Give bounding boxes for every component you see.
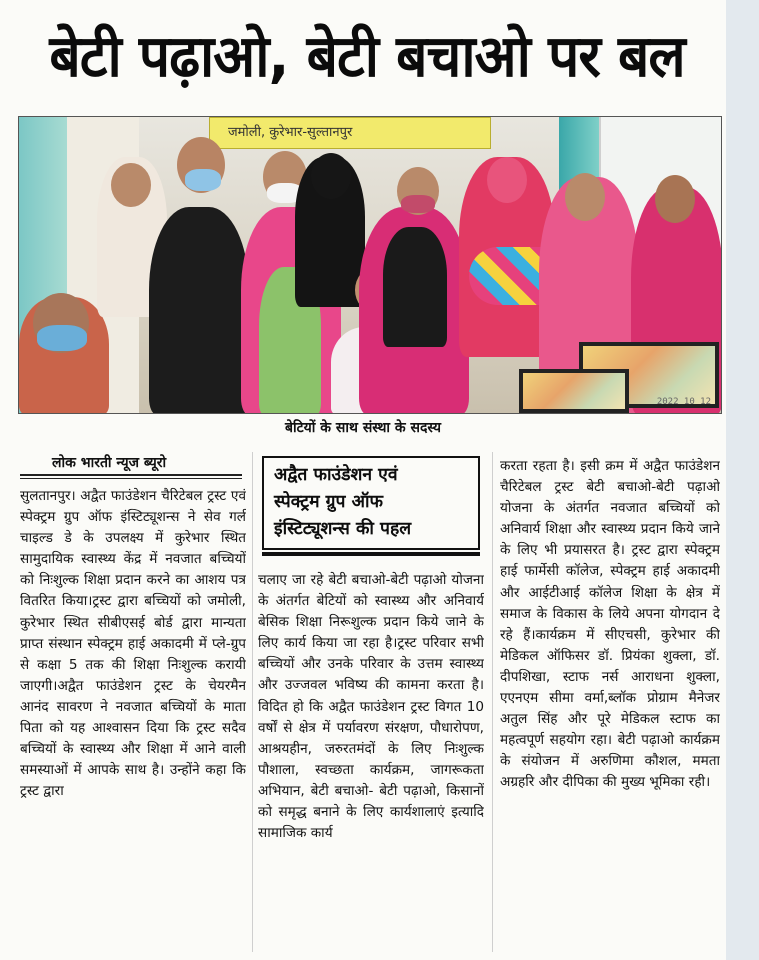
mask-shape	[401, 195, 435, 213]
article-column-3	[500, 456, 720, 951]
photo-frame-gift	[519, 369, 629, 413]
article-text: सुलतानपुर। अद्वैत फाउंडेशन चैरिटेबल ट्रस्ट एवं स्पेक्ट्रम ग्रुप ऑफ इंस्टिट्यूशन्स ने सेव गर्ल चाइल्ड डे के उपलक्ष्य में कुरेभार स्थित सामुदायिक स्वास्थ्य केंद्र में नवजात बच्चियों को निःशुल्क शिक्षा प्रदान करने का आशय पत्र वितरित किया।ट्रस्ट द्वारा बच्चियों को जमोली, कुरेभार स्थित सीबीएसई बोर्ड द्वारा मान्यता प्राप्त संस्थान स्पेक्ट्रम हाई अकादमी में प्ले-ग्रुप से कक्षा 5 तक की शिक्षा निःशुल्क करायी जाएगी।अद्वैत फाउंडेशन ट्रस्ट के चेयरमैन आनंद सावरण ने नवजात बच्चियों के माता पिता को यह आश्वासन दिया कि ट्रस्ट सदैव बच्चियों के स्वास्थ्य और शिक्षा में आने वाली समस्याओं में आपके साथ है। उन्होंने कहा कि ट्रस्ट द्वारा	[20, 488, 246, 800]
person-head	[111, 163, 151, 207]
photo-banner: जमोली, कुरेभार-सुल्तानपुर	[209, 117, 491, 149]
column-divider	[492, 452, 493, 952]
sidebar-heading-line: इंस्टिट्यूशन्स की पहल	[274, 519, 412, 539]
article-text: चलाए जा रहे बेटी बचाओ-बेटी पढ़ाओ योजना के अंतर्गत बेटियों को स्वास्थ्य और अनिवार्य बेसिक शिक्षा निरूशुल्क प्रदान किये जाने के लिए कार्य किया जा रहा है।ट्रस्ट परिवार सभी बच्चियों और उनके परिवार के उत्तम स्वास्थ्य और उज्जवल भविष्य की कामना करता है।विदित हो कि अद्वैत फाउंडेशन ट्रस्ट विगत 10 वर्षों से क्षेत्र में पर्यावरण संरक्षण, पौधारोपण, आश्रयहीन, जरुरतमंदों के लिए निःशुल्क पौशाला, स्वच्छता कार्यक्रम, जागरूकता अभियान, बेटी बचाओ- बेटी पढ़ाओ, किसानों को समृद्ध बनाने के लिए कार्यशालाएं इत्यादि सामाजिक कार्य	[258, 572, 484, 842]
byline-rule-thin	[20, 478, 242, 479]
mask-shape	[185, 169, 221, 191]
sidebar-heading-rule	[262, 552, 480, 556]
sidebar-heading-line: अद्वैत फाउंडेशन एवं	[274, 465, 398, 485]
article-column-2	[258, 570, 484, 951]
news-photo	[18, 116, 722, 414]
column-divider	[252, 452, 253, 952]
sidebar-heading-box	[262, 456, 480, 550]
person-head	[655, 175, 695, 223]
person-shape	[149, 207, 249, 414]
article-text: करता रहता है। इसी क्रम में अद्वैत फाउंडेशन चैरिटेबल ट्रस्ट बेटी बचाओ-बेटी पढ़ाओ योजना के अंतर्गत नवजात बच्चियों को अनिवार्य शिक्षा और स्वास्थ्य प्रदान किये जाने के लिए भी प्रयासरत है। ट्रस्ट द्वारा स्पेक्ट्रम हाई फार्मेसी कॉलेज, स्पेक्ट्रम हाई अकादमी और आईटीआई कॉलेज शिक्षा के क्षेत्र में समाज के विकास के लिये अपना योगदान दे रहे हैं।कार्यक्रम में सीएचसी, कुरेभार की मेडिकल ऑफिसर डॉ. प्रियंका शुक्ला, डॉ. दीपशिखा, स्टाफ नर्स आराधना शुक्ला, एएनएम सीमा वर्मा,ब्लॉक प्रोग्राम मैनेजर अतुल सिंह और पूरे मेडिकल स्टाफ का महत्वपूर्ण सहयोग रहा। बेटी पढ़ाओ कार्यक्रम के संयोजन में अरुणिमा कौशल, ममता अग्रहरि और दीपिका की मुख्य भूमिका रही।	[500, 458, 720, 791]
byline: लोक भारती न्यूज ब्यूरो	[52, 455, 167, 471]
person-head	[311, 153, 351, 199]
sidebar-heading-line: स्पेक्ट्रम ग्रुप ऑफ	[274, 492, 383, 512]
photo-timestamp-mark: 2022 10 12	[656, 397, 711, 407]
person-head	[487, 157, 527, 203]
mask-shape	[37, 325, 87, 351]
background-strip	[726, 0, 759, 960]
photo-caption: बेटियों के साथ संस्था के सदस्य	[285, 420, 441, 436]
headline: बेटी पढ़ाओ, बेटी बचाओ पर बल	[49, 22, 685, 90]
article-column-1	[20, 486, 246, 951]
person-head	[565, 173, 605, 221]
byline-rule	[20, 474, 242, 476]
person-shape	[383, 227, 447, 347]
